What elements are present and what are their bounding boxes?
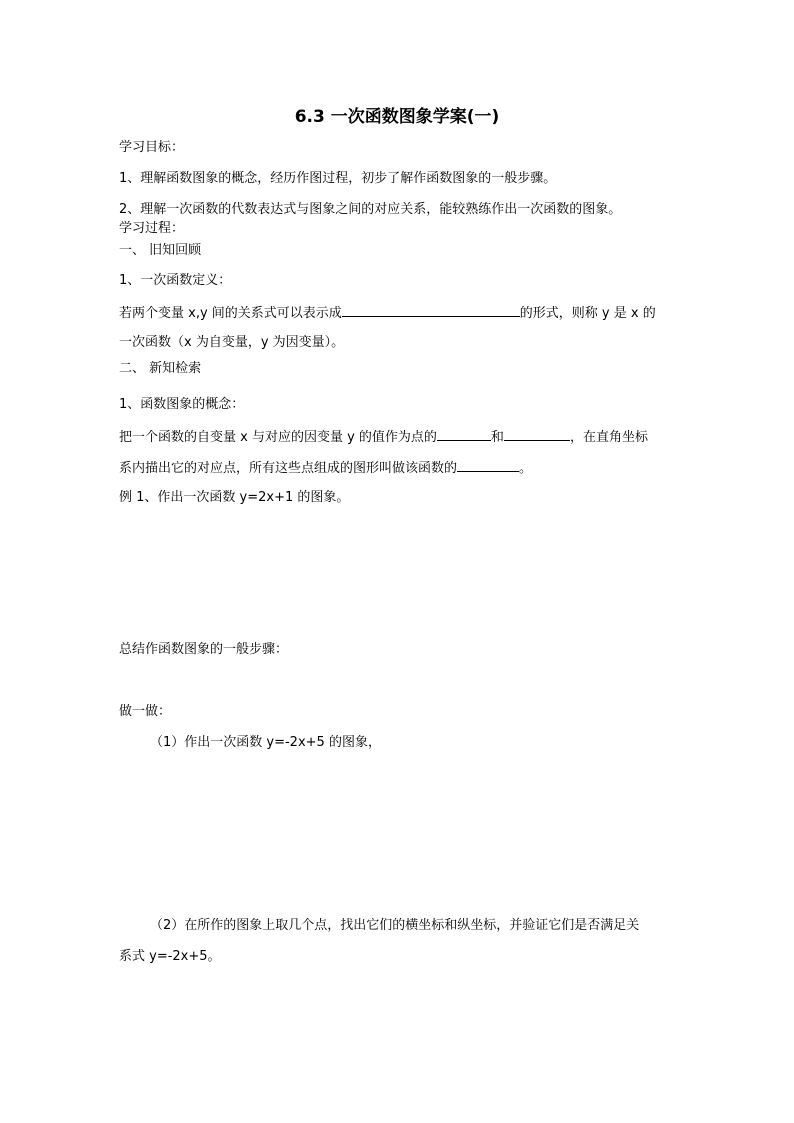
- definition-text-after: 的形式，则称 y 是 x 的: [519, 306, 656, 321]
- definition-text-before: 若两个变量 x,y 间的关系式可以表示成: [119, 306, 342, 321]
- new-item: 1、函数图象的概念：: [119, 397, 245, 412]
- practice-2-line-2: 系式 y=-2x+5。: [119, 949, 221, 964]
- concept-line-1: [119, 428, 648, 446]
- definition-blank[interactable]: [342, 304, 520, 317]
- page-title: 6.3 一次函数图象学案(一): [294, 107, 500, 127]
- objective-1: 1、理解函数图象的概念，经历作图过程，初步了解作函数图象的一般步骤。: [119, 171, 557, 186]
- section-2-heading: 二、 新知检索: [119, 361, 202, 376]
- concept-line-2-after: 。: [519, 461, 533, 476]
- concept-line-2-before: 系内描出它的对应点，所有这些点组成的图形叫做该函数的: [119, 461, 458, 476]
- process-heading: 学习过程：: [119, 221, 185, 236]
- concept-blank-2[interactable]: [504, 428, 570, 441]
- concept-part-2: 和: [490, 430, 504, 445]
- summary-prompt: 总结作函数图象的一般步骤：: [119, 642, 289, 657]
- review-item: 1、一次函数定义：: [119, 273, 232, 288]
- section-1-heading: 一、 旧知回顾: [119, 243, 202, 258]
- practice-1: （1）作出一次函数 y=-2x+5 的图象，: [150, 735, 381, 750]
- practice-2-line-1: （2）在所作的图象上取几个点，找出它们的横坐标和纵坐标，并验证它们是否满足关: [150, 918, 640, 933]
- concept-line-2: [119, 459, 532, 477]
- objectives-heading: 学习目标：: [119, 140, 185, 155]
- practice-heading: 做一做：: [119, 704, 172, 719]
- concept-part-3: ，在直角坐标: [569, 430, 648, 445]
- definition-line-1: [119, 304, 656, 322]
- example-1: 例 1、作出一次函数 y=2x+1 的图象。: [119, 490, 350, 505]
- concept-blank-3[interactable]: [457, 459, 519, 472]
- objective-2: 2、理解一次函数的代数表达式与图象之间的对应关系，能较熟练作出一次函数的图象。: [119, 202, 622, 217]
- definition-line-2: 一次函数（x 为自变量，y 为因变量）。: [119, 335, 345, 350]
- concept-part-1: 把一个函数的自变量 x 与对应的因变量 y 的值作为点的: [119, 430, 437, 445]
- concept-blank-1[interactable]: [437, 428, 491, 441]
